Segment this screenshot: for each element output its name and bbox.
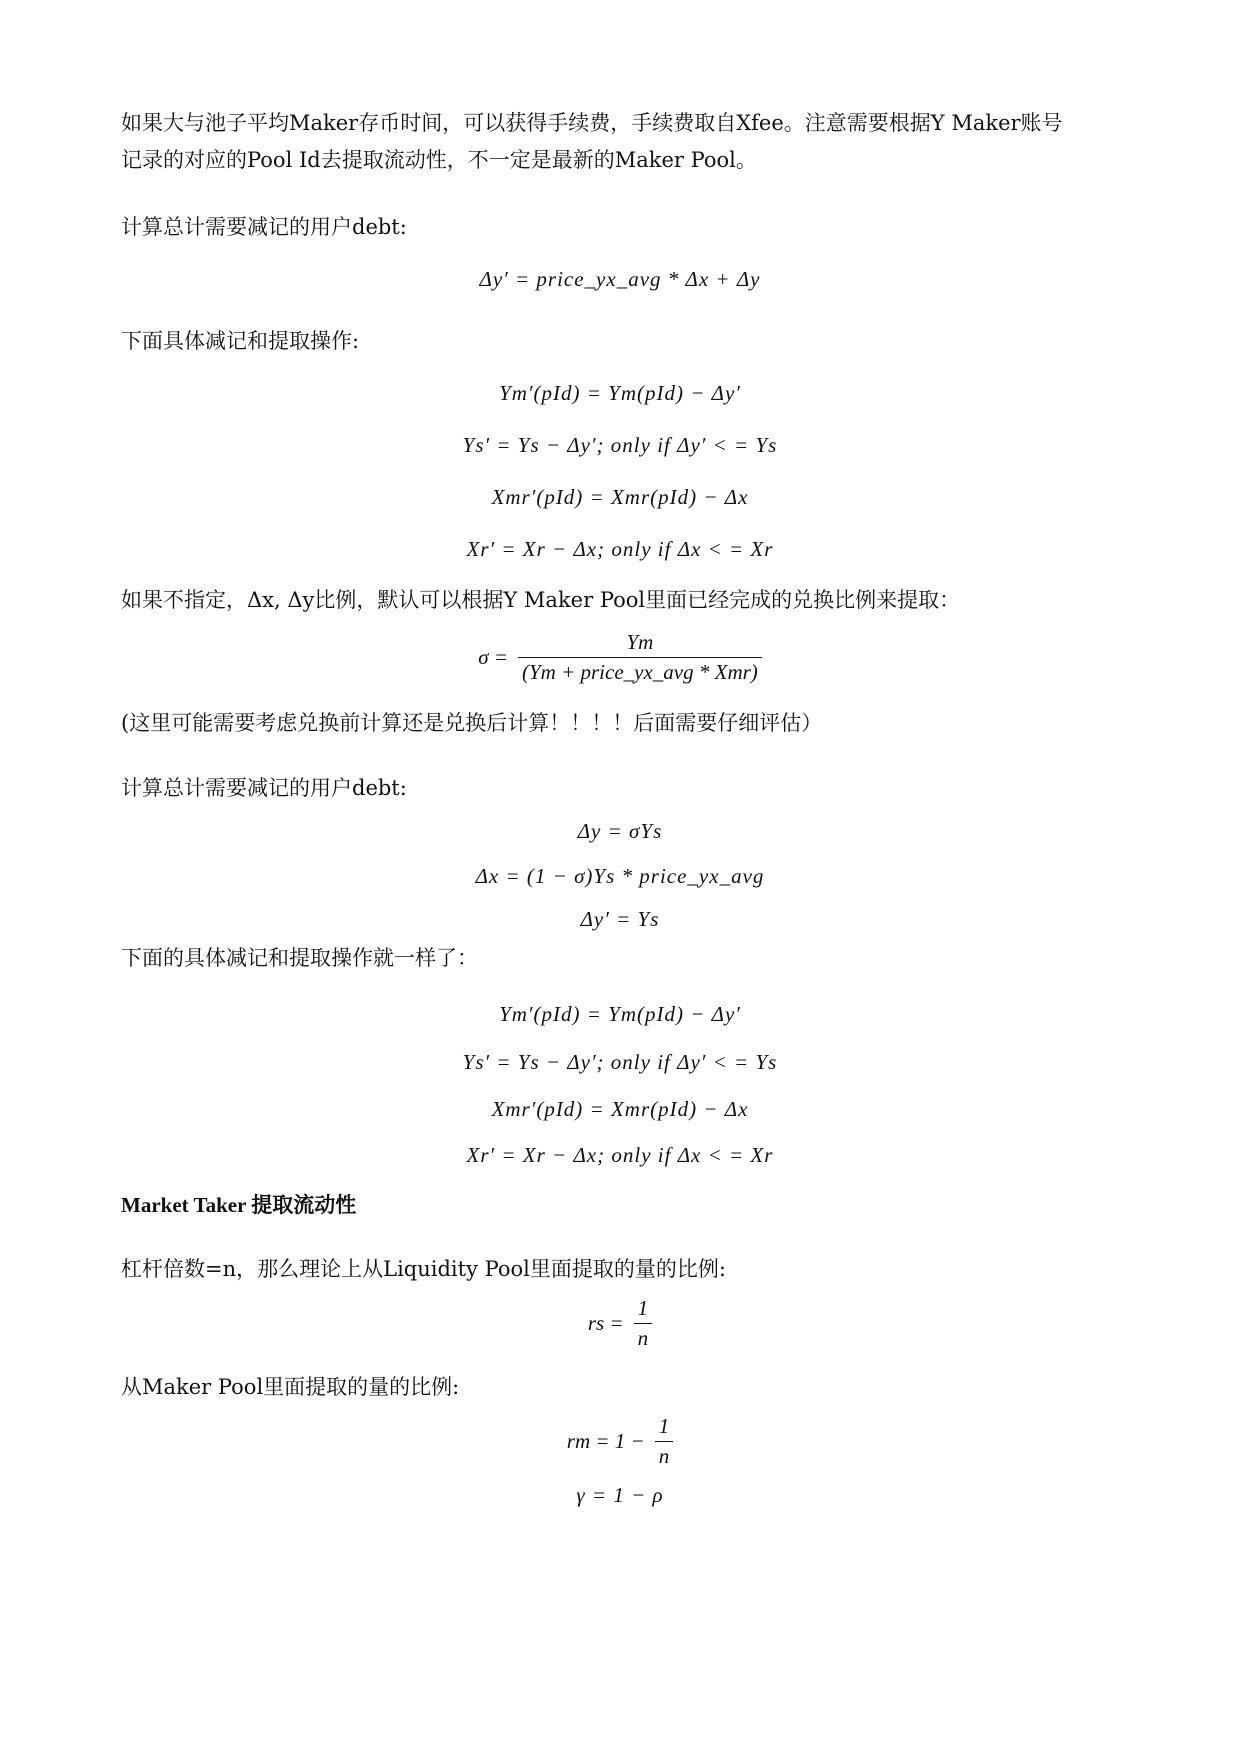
rs-numerator: 1 [637, 1296, 649, 1320]
equation-delta-y-prime: Δy′ = price_yx_avg * Δx + Δy [479, 267, 761, 291]
rm-lhs: rm = 1 − [566, 1429, 645, 1453]
equation-xr-update-2: Xr′ = Xr − Δx; only if Δx < = Xr [466, 1143, 774, 1167]
sigma-denominator: (Ym + price_yx_avg * Xmr) [518, 657, 762, 685]
paragraph-evaluation-note: (这里可能需要考虑兑换前计算还是兑换后计算！！！！后面需要仔细评估） [121, 711, 823, 735]
equation-gamma: γ = 1 − ρ [576, 1483, 664, 1507]
paragraph-debt-calc: 计算总计需要减记的用户debt: [121, 215, 407, 239]
paragraph-maker-ratio: 从Maker Pool里面提取的量的比例: [121, 1375, 460, 1399]
paragraph-leverage: 杠杆倍数=n，那么理论上从Liquidity Pool里面提取的量的比例: [121, 1257, 726, 1281]
equation-delta-x-sigma: Δx = (1 − σ)Ys * price_yx_avg [475, 864, 765, 888]
rm-fraction [655, 1414, 674, 1469]
rs-lhs: rs = [587, 1311, 624, 1335]
paragraph-default-ratio: 如果不指定，Δx, Δy比例，默认可以根据Y Maker Pool里面已经完成的兑换比例来提取： [121, 588, 961, 612]
equation-delta-y-sigma: Δy = σYs [577, 819, 663, 843]
equation-rm [0, 1414, 1240, 1469]
rs-denominator: n [634, 1323, 653, 1351]
rm-denominator: n [655, 1441, 674, 1469]
equation-ys-update: Ys′ = Ys − Δy′; only if Δy′ < = Ys [462, 433, 778, 457]
equation-delta-y-prime-ys: Δy′ = Ys [580, 907, 660, 931]
sigma-numerator: Ym [626, 630, 654, 654]
paragraph-fee-intro: 如果大与池子平均Maker存币时间，可以获得手续费，手续费取自Xfee。注意需要根据Y Maker账号 [121, 111, 1063, 135]
equation-ys-update-2: Ys′ = Ys − Δy′; only if Δy′ < = Ys [462, 1050, 778, 1074]
rs-fraction [634, 1296, 653, 1351]
equation-xmr-update: Xmr′(pId) = Xmr(pId) − Δx [491, 485, 749, 509]
equation-ym-update: Ym′(pId) = Ym(pId) − Δy′ [499, 381, 741, 405]
sigma-fraction [518, 630, 762, 685]
paragraph-withdraw-ops: 下面具体减记和提取操作: [121, 329, 360, 353]
equation-rs [0, 1296, 1240, 1351]
sigma-lhs: σ = [478, 645, 508, 669]
equation-xr-update: Xr′ = Xr − Δx; only if Δx < = Xr [466, 537, 774, 561]
equation-sigma [0, 630, 1240, 685]
paragraph-fee-intro-cont: 记录的对应的Pool Id去提取流动性，不一定是最新的Maker Pool。 [121, 148, 757, 172]
paragraph-debt-calc-2: 计算总计需要减记的用户debt: [121, 776, 407, 800]
paragraph-same-ops: 下面的具体减记和提取操作就一样了： [121, 946, 478, 970]
equation-xmr-update-2: Xmr′(pId) = Xmr(pId) − Δx [491, 1097, 749, 1121]
rm-numerator: 1 [658, 1414, 670, 1438]
equation-ym-update-2: Ym′(pId) = Ym(pId) − Δy′ [499, 1002, 741, 1026]
section-heading-market-taker: Market Taker 提取流动性 [121, 1193, 357, 1217]
